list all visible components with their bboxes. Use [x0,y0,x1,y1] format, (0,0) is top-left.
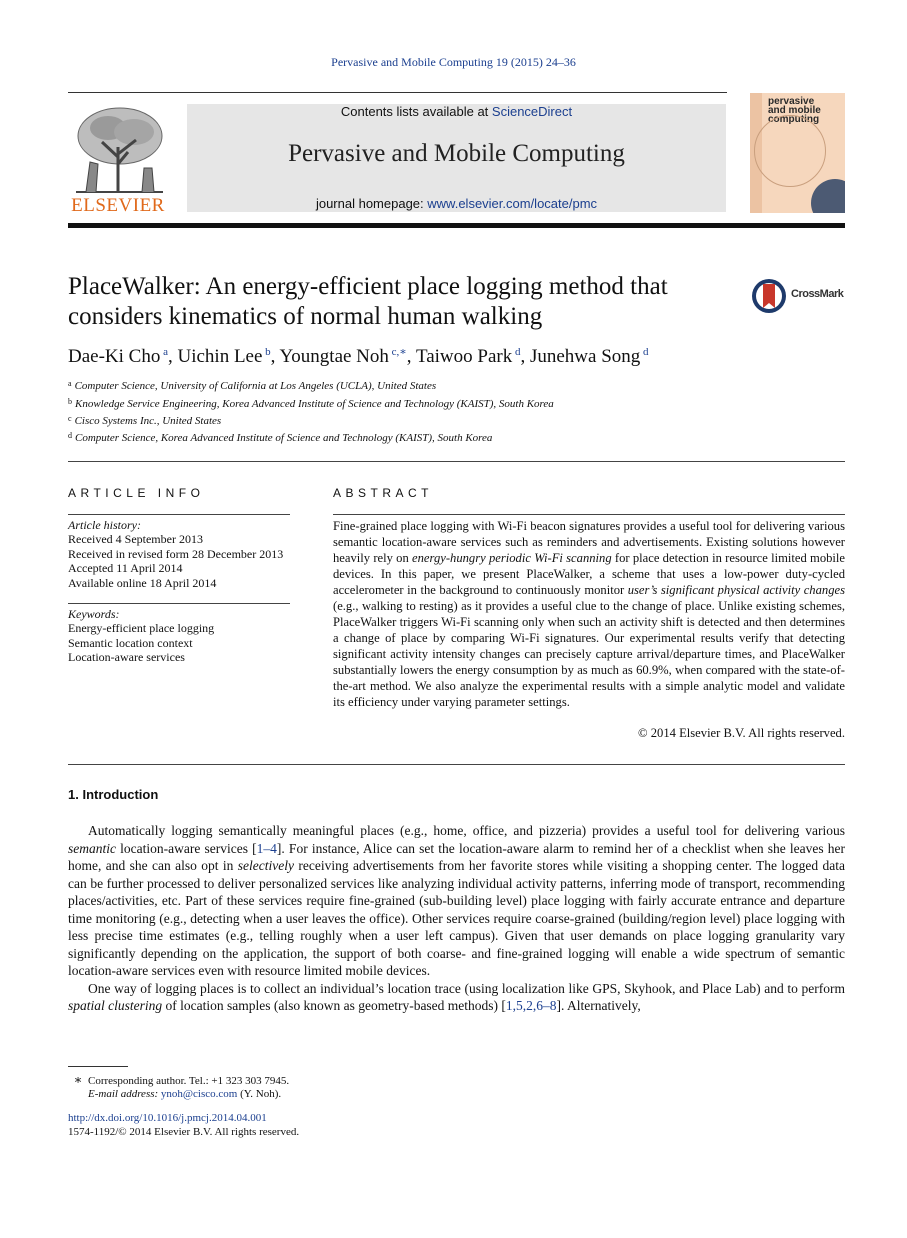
author-separator: , [520,346,530,367]
author-affiliation-link[interactable]: d [640,346,649,358]
history-item: Received 4 September 2013 [68,532,203,547]
issn-copyright: 1574-1192/© 2014 Elsevier B.V. All rights reserved. [68,1126,300,1138]
elsevier-wordmark: ELSEVIER [71,195,165,216]
corresponding-author-text: Corresponding author. Tel.: +1 323 303 7945. [88,1075,290,1087]
author-name: Taiwoo Park [415,346,513,367]
body-text: ]. Alternatively, [556,998,641,1013]
body-text: Automatically logging semantically meaningful places (e.g., home, office, and pizzeria) provides a useful tool for delivering various [88,823,845,838]
affiliation-d [68,431,492,444]
journal-reference[interactable]: Pervasive and Mobile Computing 19 (2015) 24–36 [331,55,576,69]
affiliation-c [68,414,221,427]
author-list [68,345,848,368]
author-affiliation-link[interactable]: b [262,346,271,358]
homepage-prefix: journal homepage: [315,196,428,211]
cover-dark-shape [811,179,845,213]
history-label: Article history: [68,518,141,532]
keywords-block [68,607,214,665]
author-separator: , [406,346,416,367]
abstract-emphasis: energy-hungry periodic Wi-Fi scanning [412,551,612,565]
history-item: Available online 18 April 2014 [68,575,217,590]
email-link[interactable]: ynoh@cisco.com [160,1088,238,1100]
corresponding-author-note [68,1072,289,1088]
header-rule [68,92,727,93]
abstract-emphasis: user’s significant physical activity changes [627,583,845,597]
affiliation-key: b [68,397,72,406]
affiliation-text: Cisco Systems Inc., United States [74,415,222,427]
introduction-heading: 1. Introduction [68,787,159,802]
journal-title: Pervasive and Mobile Computing [288,140,625,167]
doi-link[interactable]: http://dx.doi.org/10.1016/j.pmcj.2014.04.001 [68,1112,267,1124]
author-affiliation-link[interactable]: d [512,346,521,358]
author-separator: , [167,346,178,367]
affiliation-text: Computer Science, Korea Advanced Institute of Science and Technology (KAIST), South Korea [75,432,493,444]
affiliation-key: c [68,414,72,423]
introduction-body [68,822,845,1015]
contents-line [187,104,726,119]
citation-link[interactable]: 1,5,2,6–8 [505,998,557,1013]
body-text: One way of logging places is to collect an individual’s location trace (using localization like GPS, Skyhook, and Place Lab) and to perform [88,980,845,996]
abstract-heading: ABSTRACT [333,486,434,500]
journal-banner [187,104,726,212]
crossmark-label: CrossMark [791,288,844,300]
author-name: Youngtae Noh [279,346,389,367]
email-suffix: (Y. Noh). [237,1088,282,1100]
crossmark-badge[interactable] [751,278,847,314]
footnote-marker: ∗ [73,1072,83,1087]
abstract-segment: (e.g., walking to resting) as it provides a useful clue to the change of place. Unlike existing schemes, PlaceWalker triggers Wi-Fi scanning only when such an activity shift is detected and then determines a change of place by comparing Wi-Fi signatures. Our experimental results verify that detecting significant activity intensity changes can precisely capture arrival/departure times, and PlaceWalker substantially lowers the energy consumption by as much as 60.9%, when compared with the state-of-the-art method. We also analyze the experimental results with a simple analytic model and validate its efficiency under varying parameter settings. [333,599,845,709]
sciencedirect-link[interactable]: ScienceDirect [491,104,573,119]
body-text: location-aware services [ [116,840,257,856]
abstract-copyright: © 2014 Elsevier B.V. All rights reserved. [638,726,845,740]
abstract-segment: for place detection in resource limited mobile devices. In this paper, we present PlaceWalker, a scheme that uses a low-power duty-cycled accelerometer in the background to continuously monitor [333,551,845,597]
affiliation-text: Knowledge Service Engineering, Korea Advanced Institute of Science and Technology (KAIST), South Korea [75,398,554,410]
citation-link[interactable]: 1–4 [256,840,277,856]
affiliation-key: a [68,379,72,388]
article-history [68,518,283,590]
author-name: Uichin Lee [177,346,263,367]
author-affiliation-link[interactable]: c,∗ [388,346,407,358]
body-paragraph [68,980,845,1015]
cover-title-line: and mobile [768,105,821,116]
section-divider [68,461,845,462]
crossmark-icon [751,278,787,314]
email-label: E-mail address: [88,1088,159,1100]
author-name: Dae-Ki Cho [68,346,161,367]
cover-vitruvian-circle [754,115,826,187]
keywords-rule [68,603,290,604]
homepage-line [187,196,726,211]
homepage-link[interactable]: www.elsevier.com/locate/pmc [427,196,598,211]
email-note [88,1088,281,1100]
contents-prefix: Contents lists available at [340,104,492,119]
abstract-rule [333,514,845,515]
author-name: Junehwa Song [529,346,641,367]
body-text: receiving advertisements from her favorite stores while visiting a shopping center. The logged data can be further processed to deliver personalized services like analyzing individual activity patterns, inferring mode of transport, recommending places/activities, etc. Part of these services require fine-grained (sub-building level) place logging with fairly accurate entrance and departure time monitoring (e.g., detecting when a user leaves the office). Other services require coarse-grained (building/region level) place logging with less precise time estimates (e.g., telling roughly when a user left campus). Given that user demands on place logging granularity vary significantly depending on the application, the support of both coarse- and fine-grained logging will enable a wide spectrum of semantic location-aware services even with resource limited mobile devices. [68,858,845,978]
article-title: PlaceWalker: An energy-efficient place logging method that considers kinematics of normal human walking [68,273,668,330]
header-thick-rule [68,223,845,228]
body-paragraph [68,822,845,980]
cover-title-line: computing [768,114,820,125]
author-separator: , [270,346,280,367]
body-emphasis: semantic [68,840,116,856]
journal-cover-thumbnail[interactable] [750,93,845,213]
abstract-segment: Fine-grained place logging with Wi-Fi beacon signatures provides a useful tool for delivering various semantic location-aware services such as reminders and advertisements. Existing solutions however heavily rely on [333,519,845,565]
keyword: Location-aware services [68,650,185,665]
keyword: Energy-efficient place logging [68,621,215,636]
body-emphasis: selectively [237,858,294,873]
body-text: of location samples (also known as geometry-based methods) [ [162,998,506,1013]
history-item: Accepted 11 April 2014 [68,561,183,576]
keyword: Semantic location context [68,635,193,650]
article-info-rule [68,514,290,515]
affiliation-text: Computer Science, University of California at Los Angeles (UCLA), United States [74,380,437,392]
history-item: Received in revised form 28 December 2013 [68,546,284,561]
affiliation-b [68,397,554,410]
footnote-rule [68,1066,128,1067]
body-text: ]. For instance, Alice can set the location-aware alarm to remind her of a checklist when she leaves her home, and she can also opt in [68,840,845,873]
section-divider [68,764,845,765]
affiliation-a [68,379,436,392]
article-info-heading: ARTICLE INFO [68,486,205,500]
affiliation-key: d [68,431,72,440]
cover-title-line: pervasive [768,96,815,107]
abstract-text [333,518,845,710]
keywords-label: Keywords: [68,607,120,621]
author-affiliation-link[interactable]: a [160,346,168,358]
body-emphasis: spatial clustering [68,998,163,1013]
